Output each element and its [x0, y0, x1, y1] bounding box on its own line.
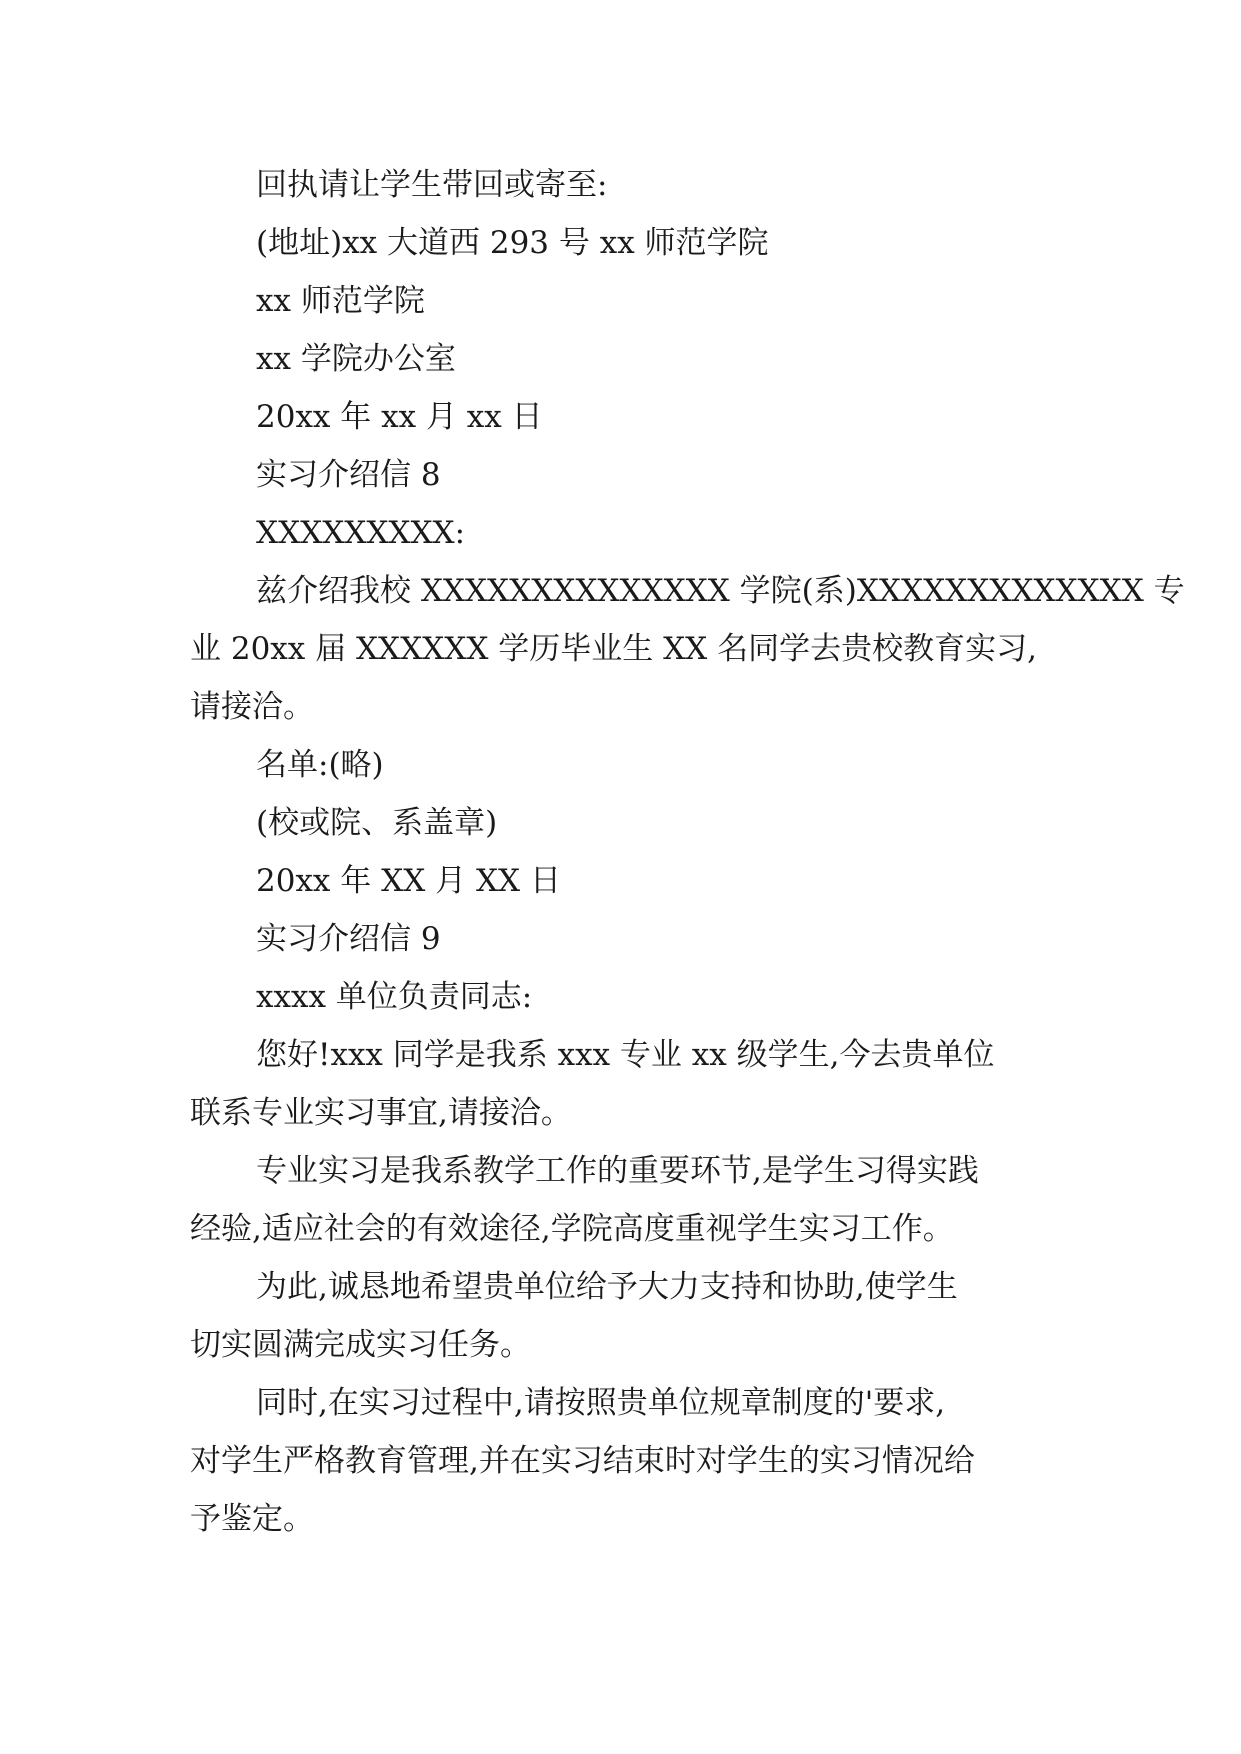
- paragraph-line: 为此,诚恳地希望贵单位给予大力支持和协助,使学生: [256, 1269, 958, 1305]
- name-list-line: 名单:(略): [256, 747, 384, 783]
- letter-9-heading: 实习介绍信 9: [256, 921, 441, 957]
- document-body: [190, 156, 1185, 1548]
- date-line: 20xx 年 XX 月 XX 日: [256, 863, 561, 899]
- paragraph-line: 请接洽。: [190, 689, 314, 725]
- paragraph-line: 兹介绍我校 XXXXXXXXXXXXXX 学院(系)XXXXXXXXXXXXX 专: [256, 573, 1185, 609]
- paragraph-line: 专业实习是我系教学工作的重要环节,是学生习得实践: [256, 1153, 979, 1189]
- paragraph-line: 联系专业实习事宜,请接洽。: [190, 1095, 572, 1131]
- paragraph-line: 同时,在实习过程中,请按照贵单位规章制度的'要求,: [256, 1385, 946, 1421]
- letter-9-importance-paragraph: [190, 1142, 1050, 1258]
- paragraph-line: 您好!xxx 同学是我系 xxx 专业 xx 级学生,今去贵单位: [256, 1037, 995, 1073]
- letter-9-greeting-paragraph: [190, 1026, 1050, 1142]
- paragraph-line: 经验,适应社会的有效途径,学院高度重视学生实习工作。: [190, 1211, 954, 1247]
- letter-8-body-paragraph: [190, 562, 1185, 736]
- paragraph-line: 予鉴定。: [190, 1501, 314, 1537]
- paragraph-line: 切实圆满完成实习任务。: [190, 1327, 531, 1363]
- date-line: 20xx 年 xx 月 xx 日: [256, 399, 543, 435]
- letter-9-support-paragraph: [190, 1258, 1050, 1374]
- seal-line: (校或院、系盖章): [256, 805, 498, 841]
- letter-8-salutation: XXXXXXXXX:: [256, 515, 466, 551]
- college-name-line: xx 师范学院: [256, 283, 425, 319]
- letter-8-heading: 实习介绍信 8: [256, 457, 441, 493]
- address-line: (地址)xx 大道西 293 号 xx 师范学院: [256, 225, 769, 261]
- letter-9-management-paragraph: [190, 1374, 1050, 1548]
- paragraph-line: 业 20xx 届 XXXXXX 学历毕业生 XX 名同学去贵校教育实习,: [190, 631, 1037, 667]
- return-receipt-line: 回执请让学生带回或寄至:: [256, 167, 608, 203]
- paragraph-line: 对学生严格教育管理,并在实习结束时对学生的实习情况给: [190, 1443, 975, 1479]
- office-name-line: xx 学院办公室: [256, 341, 456, 377]
- letter-9-salutation: xxxx 单位负责同志:: [256, 979, 533, 1015]
